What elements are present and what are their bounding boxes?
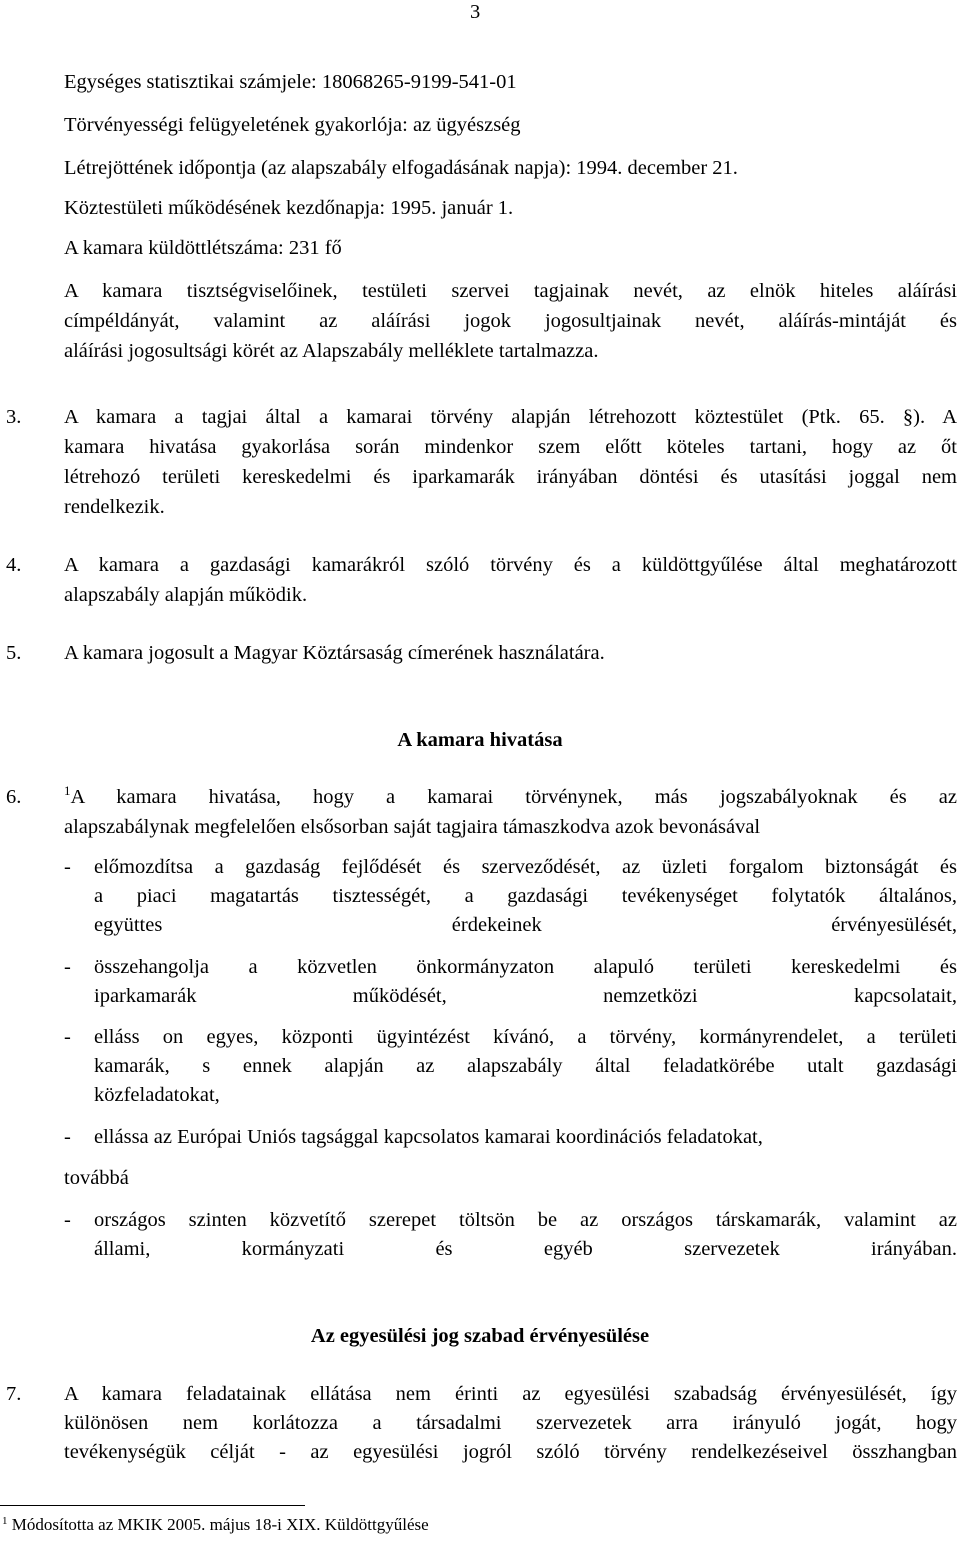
bullet-dash: -: [64, 956, 71, 978]
section4-line: A kamara a gazdasági kamarákról szóló törvény és a küldöttgyűlése által meghatározott: [64, 554, 957, 576]
section5-text: A kamara jogosult a Magyar Köztársaság címerének használatára.: [64, 642, 605, 664]
section3-line: létrehozó területi kereskedelmi és iparkamarák irányában döntési és utasítási joggal nem: [64, 466, 957, 488]
signatory-paragraph-line: aláírási jogosultsági körét az Alapszabály melléklete tartalmazza.: [64, 340, 599, 362]
section-number: 5.: [6, 642, 22, 664]
heading-egyesulesi-jog: Az egyesülési jog szabad érvényesülése: [310, 1325, 650, 1347]
footnote-text: Módosította az MKIK 2005. május 18-i XIX. Küldöttgyűlése: [11, 1515, 429, 1534]
section6-second-line: alapszabálynak megfelelően elsősorban saját tagjaira támaszkodva azok bevonásával: [64, 816, 761, 838]
bullet-line: a piaci magatartás tisztességét, a gazdasági tevékenységet folytatók általános,: [94, 885, 957, 907]
bullet-line: együttes érdekeinek érvényesülését,: [94, 914, 957, 936]
bullet-dash: -: [64, 1026, 71, 1048]
info-line-supervision: Törvényességi felügyeletének gyakorlója: az ügyészség: [64, 114, 521, 136]
section3-line: rendelkezik.: [64, 496, 165, 518]
section-number: 7.: [6, 1383, 22, 1405]
section7-line: A kamara feladatainak ellátása nem érinti az egyesülési szabadság érvényesülését, így: [64, 1383, 957, 1405]
tovabba-text: továbbá: [64, 1167, 129, 1189]
section-number: 3.: [6, 406, 22, 428]
bullet-line: ellássa az Európai Uniós tagsággal kapcsolatos kamarai koordinációs feladatokat,: [94, 1126, 763, 1148]
info-line-founding-date: Létrejöttének időpontja (az alapszabály elfogadásának napja): 1994. december 21.: [64, 157, 738, 179]
footnote: [2, 1515, 429, 1535]
page-number: 3: [470, 1, 481, 23]
info-line-delegates: A kamara küldöttlétszáma: 231 fő: [64, 237, 342, 259]
section6-first-line: [64, 785, 957, 809]
bullet-line: iparkamarák működését, nemzetközi kapcsolatait,: [94, 985, 957, 1007]
info-line-statistical-number: Egységes statisztikai számjele: 18068265-9199-541-01: [64, 71, 517, 93]
section3-line: kamara hivatása gyakorlása során mindenkor szem előtt köteles tartani, hogy az őt: [64, 436, 957, 458]
heading-kamara-hivatasa: A kamara hivatása: [397, 729, 563, 751]
section-number: 6.: [6, 786, 22, 808]
bullet-dash: -: [64, 856, 71, 878]
bullet-line: elláss on egyes, központi ügyintézést kívánó, a törvény, kormányrendelet, a területi: [94, 1026, 957, 1048]
bullet-dash: -: [64, 1126, 71, 1148]
bullet-line: kamarák, s ennek alapján az alapszabály által feladatkörébe utalt gazdasági: [94, 1055, 957, 1077]
bullet-line: állami, kormányzati és egyéb szervezetek irányában.: [94, 1238, 957, 1260]
bullet-line: közfeladatokat,: [94, 1084, 220, 1106]
bullet-dash: -: [64, 1209, 71, 1231]
signatory-paragraph-line: A kamara tisztségviselőinek, testületi szervei tagjainak nevét, az elnök hiteles aláírási: [64, 280, 957, 302]
section4-line: alapszabály alapján működik.: [64, 584, 308, 606]
footnote-marker: 1: [2, 1515, 8, 1527]
section7-line: különösen nem korlátozza a társadalmi szervezetek arra irányuló jogát, hogy: [64, 1412, 957, 1434]
section6-first-line-text: A kamara hivatása, hogy a kamarai törvénynek, más jogszabályoknak és az: [70, 786, 957, 808]
section3-line: A kamara a tagjai által a kamarai törvény alapján létrehozott köztestület (Ptk. 65. §). A: [64, 406, 957, 428]
footnote-reference: 1: [64, 783, 71, 798]
bullet-line: országos szinten közvetítő szerepet töltsön be az országos társkamarák, valamint az: [94, 1209, 957, 1231]
bullet-line: összehangolja a közvetlen önkormányzaton alapuló területi kereskedelmi és: [94, 956, 957, 978]
footnote-separator: [0, 1505, 305, 1506]
info-line-start-date: Köztestületi működésének kezdőnapja: 1995. január 1.: [64, 197, 514, 219]
section7-line: tevékenységük célját - az egyesülési jogról szóló törvény rendelkezéseivel összhangban: [64, 1441, 957, 1463]
signatory-paragraph-line: címpéldányát, valamint az aláírási jogok jogosultjainak nevét, aláírás-mintáját és: [64, 310, 957, 332]
bullet-line: előmozdítsa a gazdaság fejlődését és szerveződését, az üzleti forgalom biztonságát és: [94, 856, 957, 878]
section-number: 4.: [6, 554, 22, 576]
